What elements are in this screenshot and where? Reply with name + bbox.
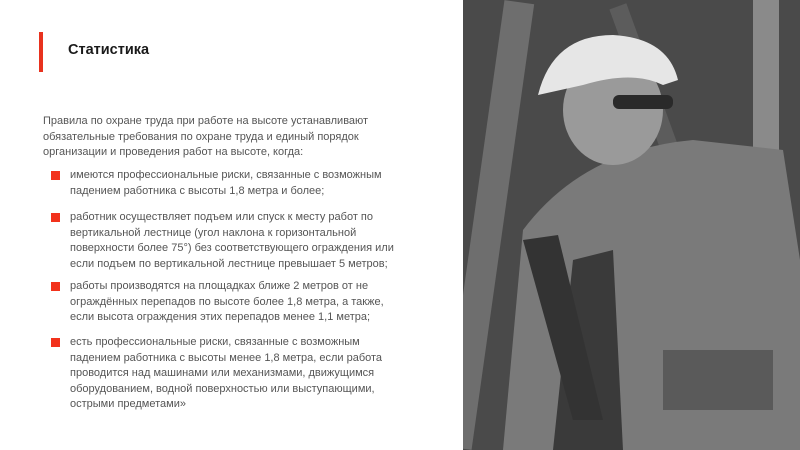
bullet-text: работы производятся на площадках ближе 2 метров от не ограждённых перепадов по высоте более 1,8 метра, а также, если высота ограждения этих перепадов менее 1,1 метра; (70, 280, 384, 323)
intro-paragraph: Правила по охране труда при работе на высоте устанавливают обязательные требования по охране труда и единый порядок организации и проведения работ на высоте, когда: (43, 115, 369, 158)
square-bullet-icon (51, 213, 60, 222)
square-bullet-icon (51, 171, 60, 180)
accent-bar (39, 32, 43, 72)
bullet-text: есть профессиональные риски, связанные с возможным падением работника с высоты менее 1,8 метра, если работа проводится над машинами или механизмами, движущимся оборудованием, водной поверхностью или выступающими, острыми предметами» (70, 336, 383, 410)
square-bullet-icon (51, 338, 60, 347)
slide-title: Статистика (68, 42, 150, 58)
bullet-text: работник осуществляет подъем или спуск к месту работ по вертикальной лестнице (угол наклона к горизонтальной поверхности более 75°) без соответствующего ограждения или если подъем по вертикальной лестнице превышает 5 метров; (70, 211, 394, 270)
worker-photo-illustration (463, 0, 800, 450)
worker-photo (463, 0, 800, 450)
bullet-text: имеются профессиональные риски, связанные с возможным падением работника с высоты 1,8 метра и более; (70, 169, 382, 197)
square-bullet-icon (51, 282, 60, 291)
